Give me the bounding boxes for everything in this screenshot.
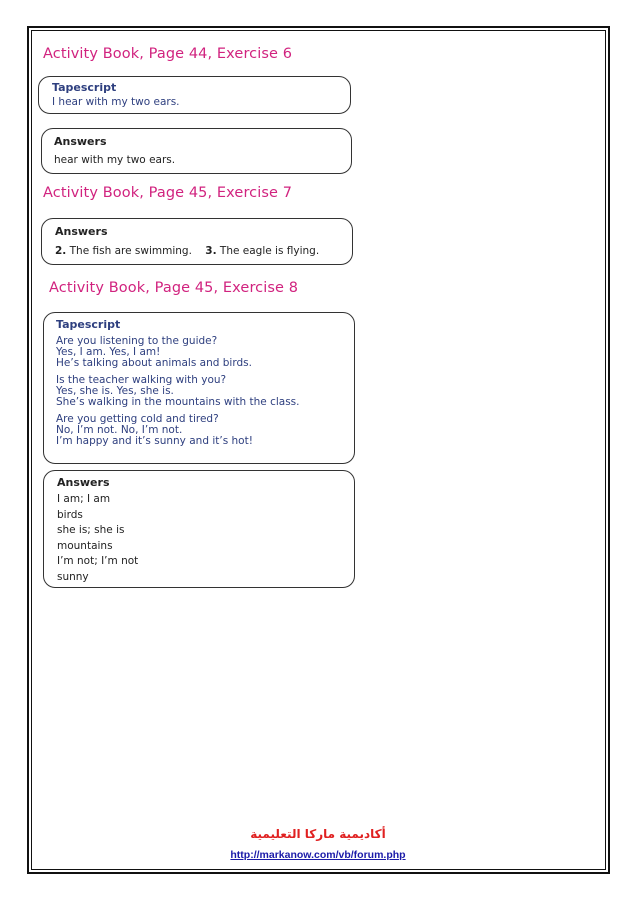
answer-line: mountains (57, 539, 113, 552)
tapescript-line: She’s walking in the mountains with the class. (56, 396, 300, 408)
answer-text: The fish are swimming. (69, 245, 192, 257)
tapescript-line: Is the teacher walking with you? (56, 374, 227, 386)
answers-title: Answers (57, 476, 110, 489)
exercise-7-answers-box (41, 218, 353, 265)
footer-forum-link[interactable]: http://markanow.com/vb/forum.php (230, 849, 406, 861)
tapescript-line: He’s talking about animals and birds. (56, 357, 252, 369)
answer-line: birds (57, 508, 83, 521)
tapescript-line: Yes, I am. Yes, I am! (56, 346, 161, 358)
answer-line: she is; she is (57, 524, 125, 536)
exercise-6-answers-box (41, 128, 352, 174)
tapescript-line: Are you listening to the guide? (56, 335, 218, 347)
answers-title: Answers (54, 135, 107, 148)
answer-line: I am; I am (57, 493, 111, 505)
answer-line: hear with my two ears. (54, 154, 176, 166)
answer-line (55, 245, 352, 258)
answer-number: 3. (205, 245, 217, 257)
tapescript-line: No, I’m not. No, I’m not. (56, 424, 183, 436)
exercise-6-tapescript-box (38, 76, 351, 114)
tapescript-line: Yes, she is. Yes, she is. (56, 385, 174, 397)
tapescript-line: I’m happy and it’s sunny and it’s hot! (56, 435, 253, 447)
answer-line: I’m not; I’m not (57, 555, 139, 567)
answer-line: sunny (57, 570, 89, 583)
tapescript-paragraph (56, 375, 354, 408)
exercise-6-heading: Activity Book, Page 44, Exercise 6 (43, 46, 293, 62)
exercise-7-heading: Activity Book, Page 45, Exercise 7 (43, 185, 293, 201)
tapescript-paragraph (56, 336, 354, 369)
answers-title: Answers (55, 225, 108, 238)
answer-text: The eagle is flying. (219, 245, 320, 257)
exercise-8-heading: Activity Book, Page 45, Exercise 8 (49, 280, 299, 296)
answer-number: 2. (55, 245, 67, 257)
tapescript-paragraph (56, 414, 354, 447)
tapescript-title: Tapescript (52, 81, 117, 94)
tapescript-line: I hear with my two ears. (52, 96, 180, 108)
footer-academy-name: أكاديمية ماركا التعليمية (250, 827, 386, 841)
exercise-8-answers-box (43, 470, 355, 588)
tapescript-title: Tapescript (56, 318, 121, 331)
tapescript-line: Are you getting cold and tired? (56, 413, 219, 425)
exercise-8-tapescript-box (43, 312, 355, 464)
